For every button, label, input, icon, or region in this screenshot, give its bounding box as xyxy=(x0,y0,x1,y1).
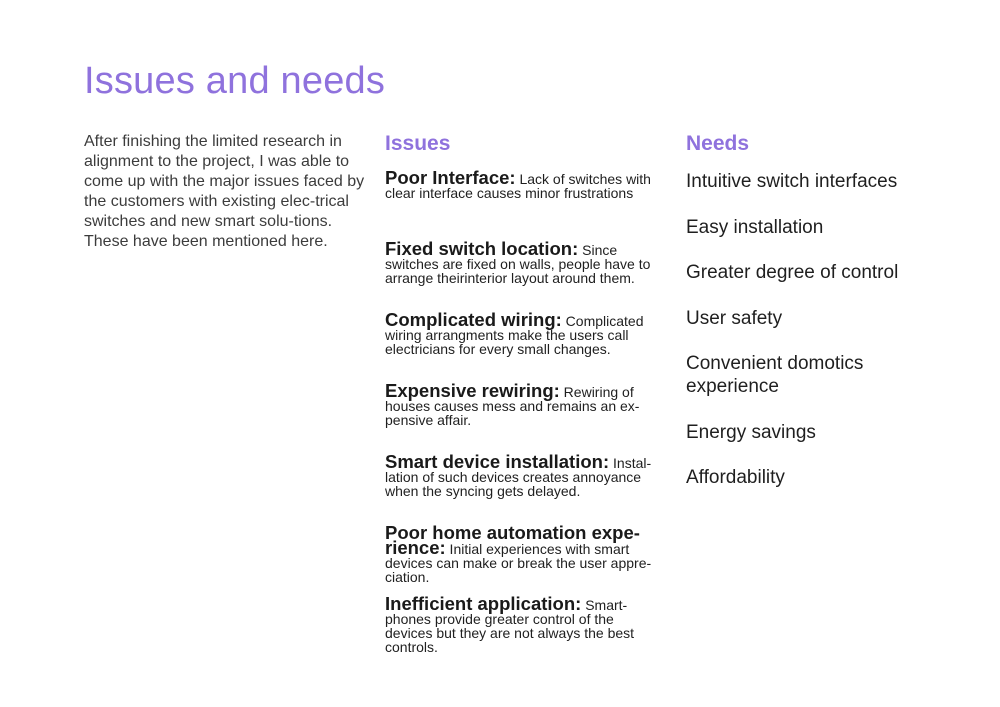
issue-title: Poor Interface xyxy=(385,167,510,188)
need-item: User safety xyxy=(686,307,783,329)
need-item: Greater degree of control xyxy=(686,262,899,283)
issue-description: Smart-phones provide greater control of the devices but they are not always the best controls. xyxy=(385,597,635,655)
issues-list xyxy=(385,167,665,668)
needs-column xyxy=(686,131,946,512)
needs-heading: Needs xyxy=(686,132,750,155)
issue-item xyxy=(385,238,665,313)
issue-item xyxy=(385,593,665,668)
needs-list xyxy=(686,170,946,489)
issue-description: Initial experiences with smart devices can make or break the user appre-ciation. xyxy=(385,541,652,585)
issue-title: Complicated wiring: xyxy=(385,309,562,330)
issue-item xyxy=(385,167,665,242)
issues-column xyxy=(385,131,665,668)
need-item: Convenient domotics experience xyxy=(686,353,864,397)
issue-item xyxy=(385,309,665,384)
page-title: Issues and needs xyxy=(84,60,386,102)
need-item: Energy savings xyxy=(686,421,816,443)
issue-title: Smart device installation: xyxy=(385,451,610,472)
issues-heading: Issues xyxy=(385,132,451,155)
issue-item xyxy=(385,380,665,455)
need-item: Easy installation xyxy=(686,216,824,238)
issue-description: Since switches are fixed on walls, people have to arrange theirinterior layout around them. xyxy=(385,242,651,286)
issue-description: Rewiring of houses causes mess and remains an ex-pensive affair. xyxy=(385,384,640,428)
issue-item xyxy=(385,522,665,597)
issue-description: Lack of switches with clear interface causes minor frustrations xyxy=(385,171,651,201)
need-item: Intuitive switch interfaces xyxy=(686,171,898,192)
need-item: Affordability xyxy=(686,467,785,488)
issue-description: Complicated wiring arrangments make the users call electricians for every small changes. xyxy=(385,313,644,357)
intro-paragraph: After finishing the limited research in alignment to the project, I was able to come up with the major issues faced by the customers with existing elec-trical switches and new smart solu-tions. These have been mentioned here. xyxy=(84,133,365,250)
issue-title: Expensive rewiring: xyxy=(385,380,560,401)
issue-title: Inefficient application: xyxy=(385,593,582,614)
issue-title: Poor home automation expe-rience: xyxy=(385,522,640,558)
issue-description: Instal-lation of such devices creates annoyance when the syncing gets delayed. xyxy=(385,455,652,499)
issue-title-separator: : xyxy=(509,167,516,188)
issue-title: Fixed switch location: xyxy=(385,238,579,259)
issue-item xyxy=(385,451,665,526)
